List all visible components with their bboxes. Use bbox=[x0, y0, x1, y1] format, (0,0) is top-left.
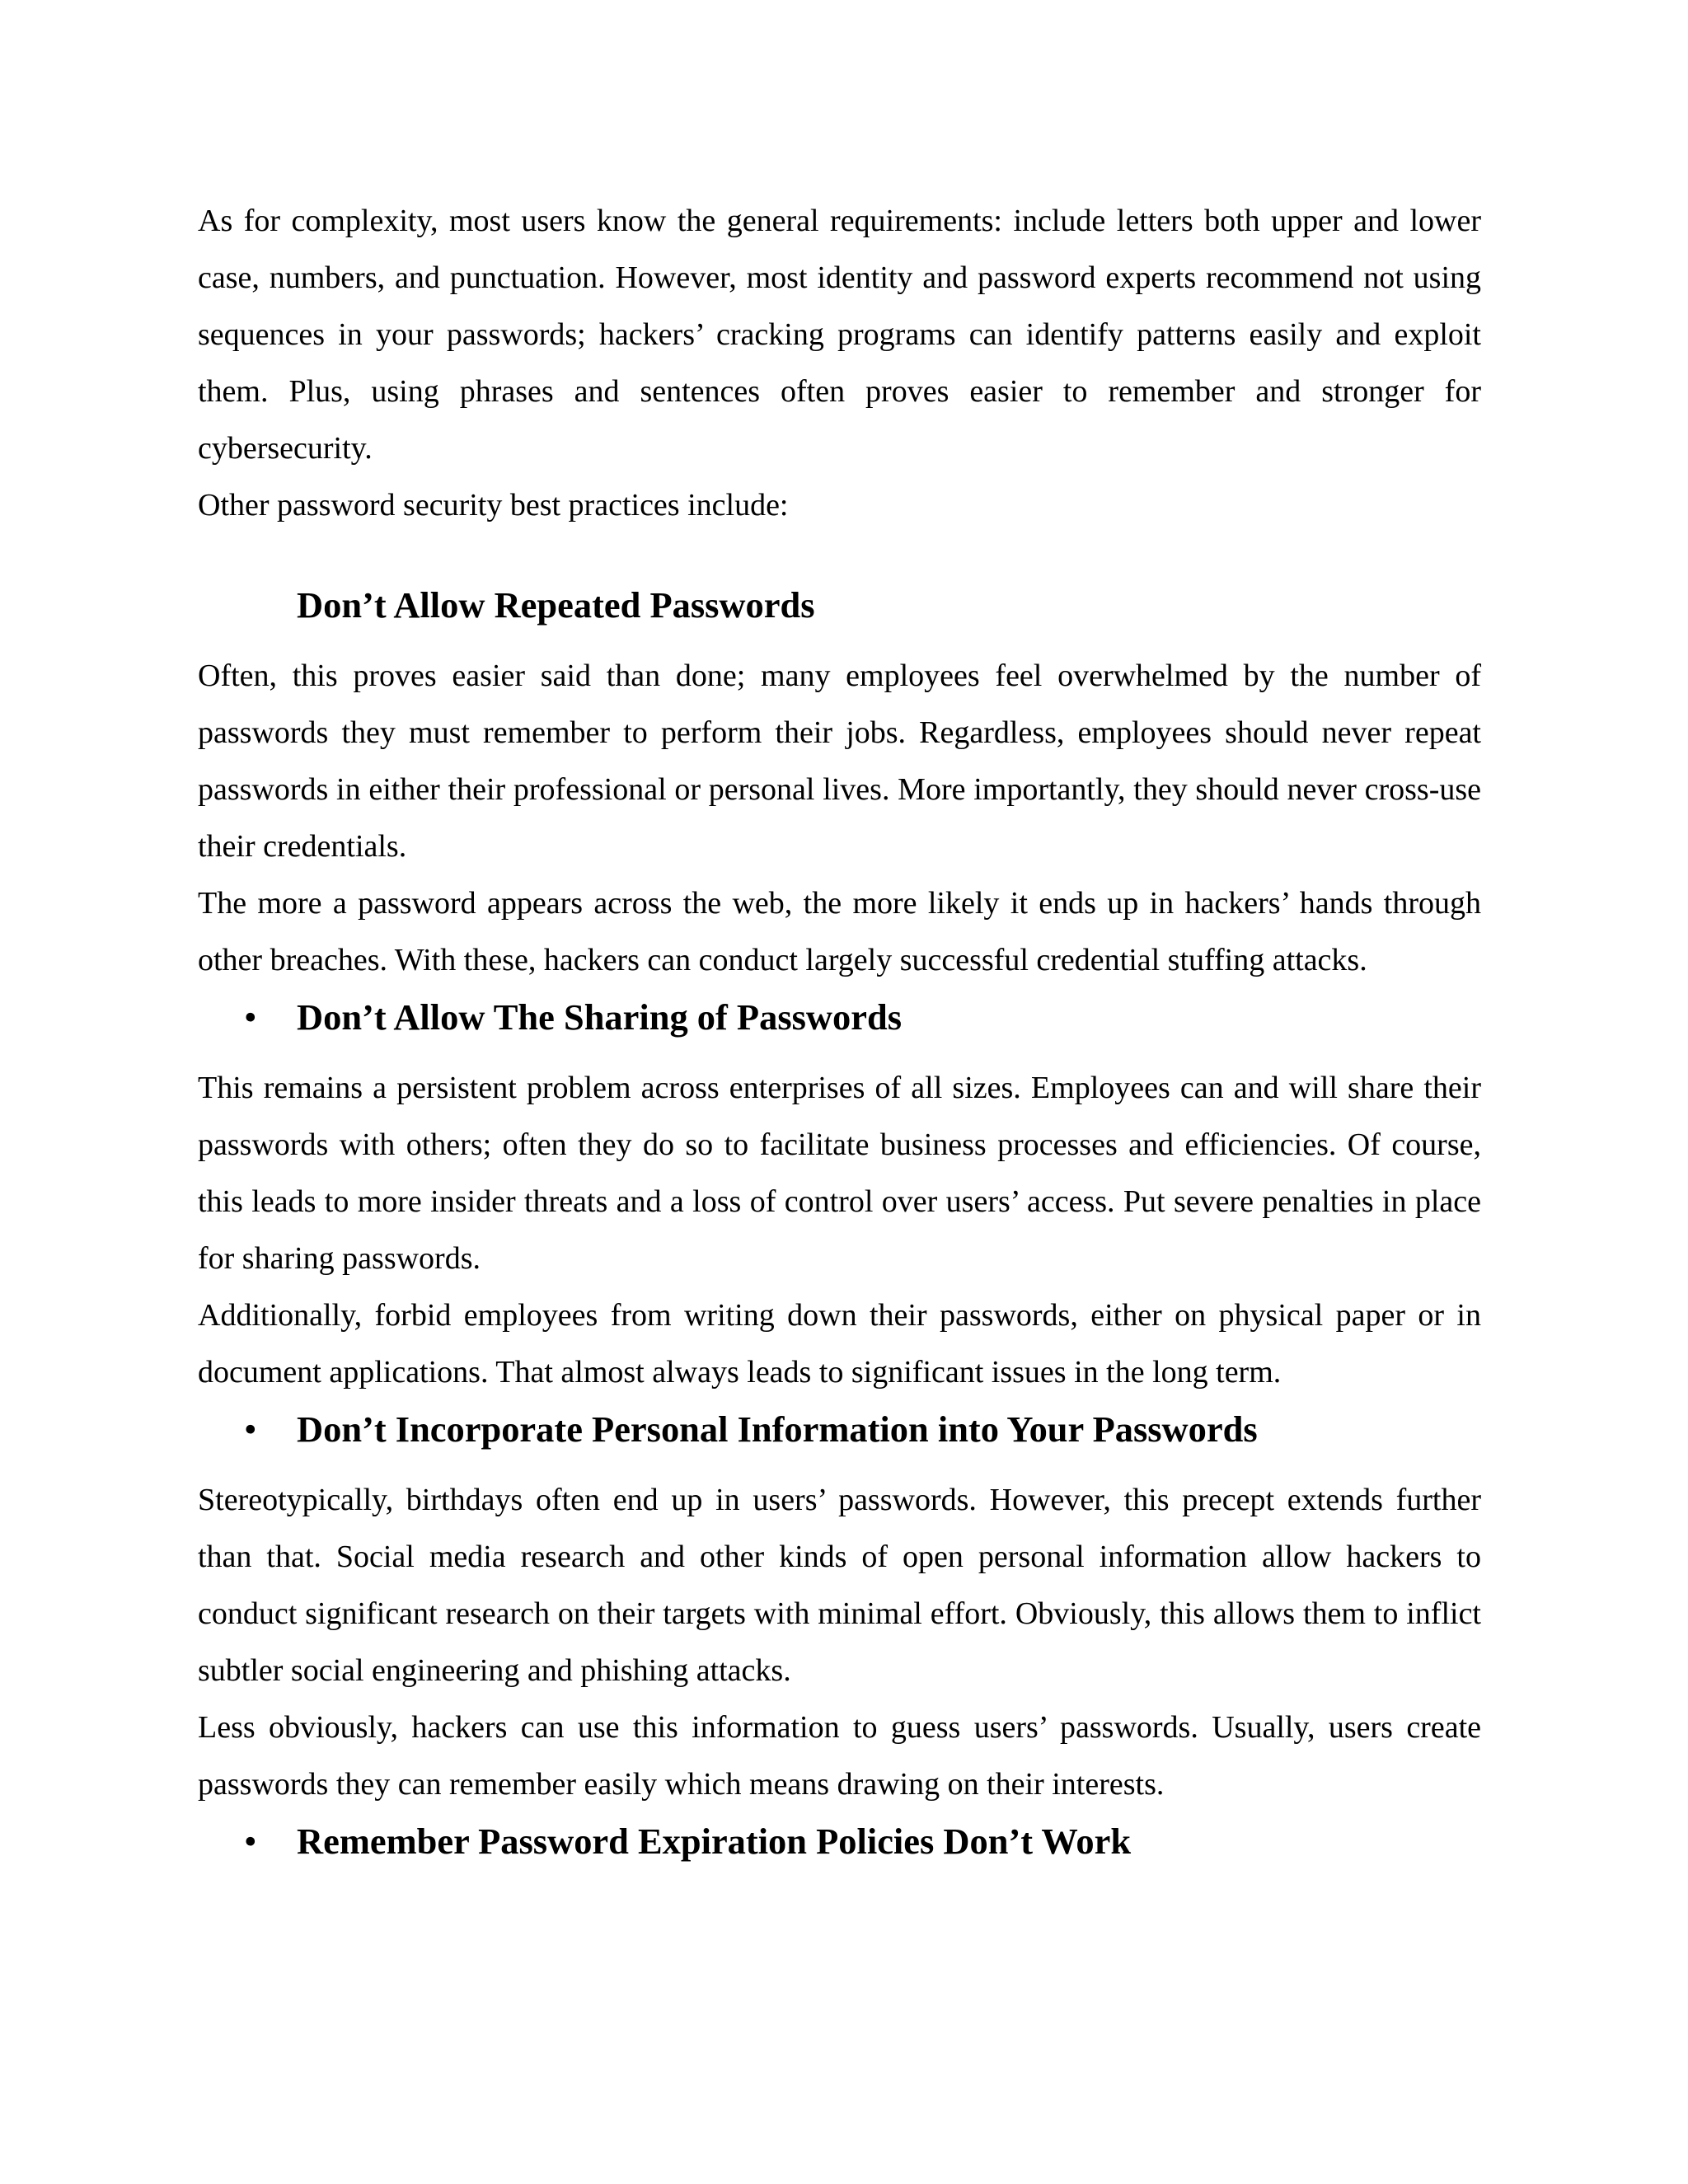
paragraph-writing-down: Additionally, forbid employees from writing down their passwords, either on physical paper or in document applications. That almost always leads to significant issues in the long term. bbox=[198, 1298, 1481, 1390]
bullet-icon: • bbox=[244, 1408, 257, 1450]
heading-expiration-policies bbox=[198, 1813, 1481, 1870]
heading-sharing-passwords bbox=[198, 989, 1481, 1046]
paragraph-credential-stuffing: The more a password appears across the web, the more likely it ends up in hackers’ hands through other breaches. With these, hackers can conduct largely successful credential stuffing attacks. bbox=[198, 886, 1481, 977]
paragraph-personal-information: Stereotypically, birthdays often end up in users’ passwords. However, this precept extends further than that. Social media research and other kinds of open personal information allow hackers to conduct significant research on their targets with minimal effort. Obviously, this allows them to inflict subtler social engineering and phishing attacks. bbox=[198, 1483, 1481, 1688]
bullet-icon: • bbox=[244, 996, 257, 1038]
heading-sharing-passwords-text: Don’t Allow The Sharing of Passwords bbox=[297, 996, 902, 1038]
heading-repeated-passwords bbox=[198, 577, 1481, 634]
heading-repeated-passwords-text: Don’t Allow Repeated Passwords bbox=[297, 584, 815, 626]
paragraph-sharing-passwords: This remains a persistent problem across enterprises of all sizes. Employees can and will share their passwords with others; often they do so to facilitate business processes and efficiencies. Of course, this leads to more insider threats and a loss of control over users’ access. Put severe penalties in place for sharing passwords. bbox=[198, 1071, 1481, 1276]
document-body bbox=[198, 193, 1481, 1870]
paragraph-best-practices-intro: Other password security best practices include: bbox=[198, 488, 789, 523]
heading-personal-information-text: Don’t Incorporate Personal Information into Your Passwords bbox=[297, 1408, 1258, 1450]
heading-personal-information bbox=[198, 1401, 1481, 1458]
paragraph-guess-passwords: Less obviously, hackers can use this information to guess users’ passwords. Usually, users create passwords they can remember easily which means drawing on their interests. bbox=[198, 1710, 1481, 1802]
paragraph-complexity: As for complexity, most users know the general requirements: include letters both upper and lower case, numbers, and punctuation. However, most identity and password experts recommend not using sequences in your passwords; hackers’ cracking programs can identify patterns easily and exploit them. Plus, using phrases and sentences often proves easier to remember and stronger for cybersecurity. bbox=[198, 204, 1481, 466]
paragraph-repeated-passwords: Often, this proves easier said than done; many employees feel overwhelmed by the number of passwords they must remember to perform their jobs. Regardless, employees should never repeat passwords in either their professional or personal lives. More importantly, they should never cross-use their credentials. bbox=[198, 658, 1481, 864]
heading-expiration-policies-text: Remember Password Expiration Policies Don’t Work bbox=[297, 1821, 1132, 1862]
bullet-icon: • bbox=[244, 1821, 257, 1862]
